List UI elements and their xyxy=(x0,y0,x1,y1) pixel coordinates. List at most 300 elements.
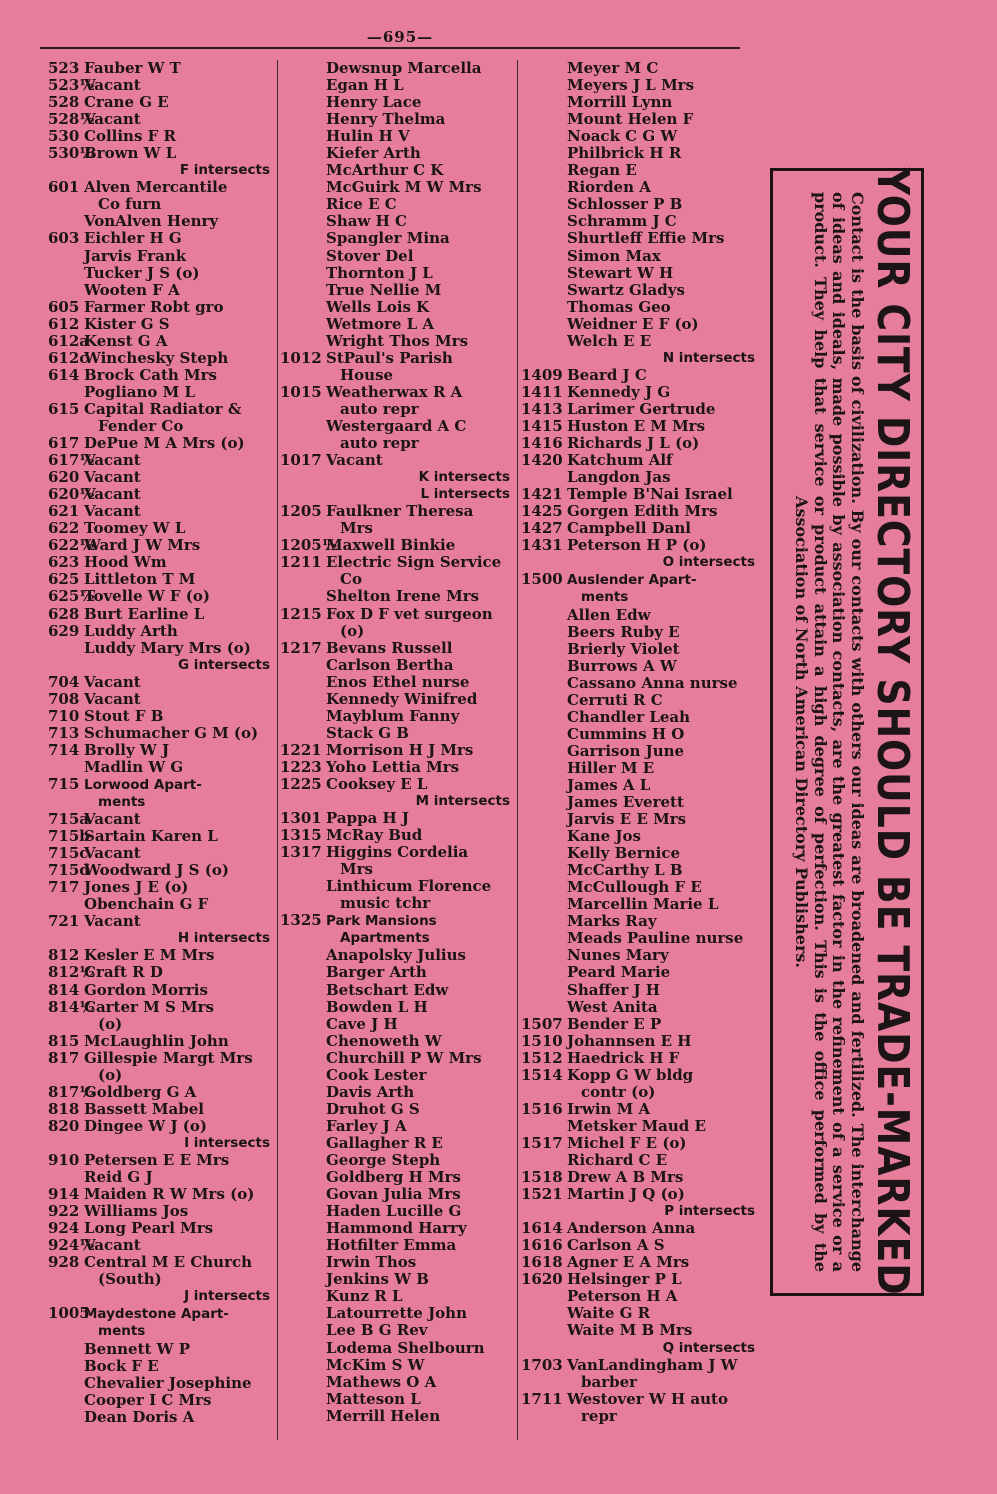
resident-name: Kiefer Arth xyxy=(326,145,421,163)
directory-entry xyxy=(280,1305,516,1322)
entry-text: (South) xyxy=(98,1271,162,1289)
house-number: 1223 xyxy=(280,758,322,776)
directory-entry xyxy=(48,1237,276,1254)
house-number: 605 xyxy=(48,298,80,316)
house-number: 1211 xyxy=(280,554,322,572)
resident-name: James Everett xyxy=(567,794,684,812)
house-number: 1518 xyxy=(521,1169,563,1187)
column-divider xyxy=(277,60,278,1440)
house-number: 1427 xyxy=(521,520,563,538)
directory-entry xyxy=(521,299,761,316)
directory-entry xyxy=(280,1033,516,1050)
directory-entry xyxy=(521,367,761,384)
directory-entry xyxy=(280,537,516,554)
house-number: 914 xyxy=(48,1186,80,1204)
entry-text: Co xyxy=(340,571,362,589)
resident-name: Dewsnup Marcella xyxy=(326,60,482,77)
resident-name: Farmer Robt gro xyxy=(84,298,224,316)
resident-name: Shurtleff Effie Mrs xyxy=(567,230,725,248)
resident-name: Carter M S Mrs xyxy=(84,998,214,1016)
street-intersection-heading: P intersects xyxy=(664,1203,755,1220)
directory-entry xyxy=(521,213,761,230)
house-number: 1015 xyxy=(280,383,322,401)
resident-name: Kennedy J G xyxy=(567,383,671,401)
resident-name: Brock Cath Mrs xyxy=(84,366,218,384)
resident-name: Anderson Anna xyxy=(567,1220,696,1238)
house-number: 1205 xyxy=(280,503,322,521)
house-number: 603 xyxy=(48,230,80,248)
directory-entry xyxy=(280,1050,516,1067)
resident-name: Winchesky Steph xyxy=(84,349,229,367)
directory-entry xyxy=(521,896,761,913)
house-number: 530½ xyxy=(48,145,95,163)
resident-name: Schlosser P B xyxy=(567,196,683,214)
directory-entry xyxy=(48,964,276,981)
directory-entry xyxy=(48,999,276,1016)
resident-name: Helsinger P L xyxy=(567,1271,682,1289)
directory-entry xyxy=(48,1033,276,1050)
resident-name: Hood Wm xyxy=(84,554,167,572)
house-number: 924 xyxy=(48,1220,80,1238)
resident-name: Fox D F vet surgeon xyxy=(326,605,493,623)
house-number: 928 xyxy=(48,1254,80,1272)
directory-entry xyxy=(280,982,516,999)
house-number: 1516 xyxy=(521,1100,563,1118)
resident-name: Kesler E M Mrs xyxy=(84,947,215,965)
directory-column-2 xyxy=(280,60,516,1425)
resident-name: Obenchain G F xyxy=(84,896,209,914)
directory-entry xyxy=(280,1135,516,1152)
resident-name: Regan E xyxy=(567,162,637,180)
resident-name: Kennedy Winifred xyxy=(326,690,478,708)
resident-name: Cave J H xyxy=(326,1015,398,1033)
house-number: 1500 xyxy=(521,571,563,589)
directory-entry xyxy=(521,811,761,828)
resident-name: McArthur C K xyxy=(326,162,444,180)
resident-name: Lodema Shelbourn xyxy=(326,1339,485,1357)
resident-name: Maydestone Apart- xyxy=(84,1306,229,1323)
resident-name: Hammond Harry xyxy=(326,1220,467,1238)
directory-entry xyxy=(280,1084,516,1101)
resident-name: Alven Mercantile xyxy=(84,179,228,197)
resident-name: Faulkner Theresa xyxy=(326,503,474,521)
entry-continuation xyxy=(48,1067,276,1084)
entry-continuation xyxy=(521,1084,761,1101)
directory-entry xyxy=(280,657,516,674)
directory-entry xyxy=(48,913,276,930)
resident-name: Dean Doris A xyxy=(84,1408,195,1426)
directory-entry xyxy=(521,452,761,469)
resident-name: Richard C E xyxy=(567,1152,668,1169)
directory-entry xyxy=(280,1220,516,1237)
directory-entry xyxy=(48,725,276,742)
directory-entry xyxy=(48,588,276,605)
resident-name: Noack C G W xyxy=(567,128,678,146)
directory-entry xyxy=(48,145,276,162)
resident-name: Haden Lucille G xyxy=(326,1203,462,1221)
house-number: 523½ xyxy=(48,77,95,95)
resident-name: Chandler Leah xyxy=(567,708,691,726)
directory-entry xyxy=(280,947,516,964)
resident-name: Henry Thelma xyxy=(326,111,446,129)
house-number: 612a xyxy=(48,332,90,350)
resident-name: Cummins H O xyxy=(567,725,685,743)
resident-name: Thomas Geo xyxy=(567,298,671,316)
house-number: 1205½ xyxy=(280,537,338,555)
resident-name: Peterson H A xyxy=(567,1288,678,1306)
directory-entry xyxy=(280,1271,516,1288)
resident-name: Cooksey E L xyxy=(326,775,428,793)
resident-name: Churchill P W Mrs xyxy=(326,1049,482,1067)
resident-name: Barger Arth xyxy=(326,964,427,982)
directory-entry xyxy=(48,759,276,776)
resident-name: Pogliano M L xyxy=(84,383,195,401)
resident-name: Cooper I C Mrs xyxy=(84,1391,212,1409)
house-number: 1017 xyxy=(280,452,322,470)
resident-name: Sartain Karen L xyxy=(84,828,218,846)
directory-entry xyxy=(48,1084,276,1101)
directory-entry xyxy=(521,248,761,265)
resident-name: Carlson A S xyxy=(567,1237,665,1255)
resident-name: Vacant xyxy=(84,452,141,470)
resident-name: Central M E Church xyxy=(84,1254,253,1272)
house-number: 621 xyxy=(48,503,80,521)
directory-entry xyxy=(521,743,761,760)
house-number: 910 xyxy=(48,1152,80,1169)
directory-entry xyxy=(521,641,761,658)
directory-entry xyxy=(48,1341,276,1358)
resident-name: Hiller M E xyxy=(567,759,655,777)
resident-name: Spangler Mina xyxy=(326,230,450,248)
directory-entry xyxy=(521,77,761,94)
house-number: 715c xyxy=(48,845,89,863)
directory-entry xyxy=(521,828,761,845)
directory-entry xyxy=(280,674,516,691)
directory-entry xyxy=(280,776,516,793)
resident-name: Vacant xyxy=(84,503,141,521)
directory-entry xyxy=(521,658,761,675)
house-number: 1514 xyxy=(521,1066,563,1084)
house-number: 1616 xyxy=(521,1237,563,1255)
directory-entry xyxy=(48,1392,276,1409)
entry-text: contr (o) xyxy=(581,1083,656,1101)
entry-text: Mrs xyxy=(340,861,373,879)
directory-entry xyxy=(48,1220,276,1237)
house-number: 715d xyxy=(48,862,90,880)
house-number: 818 xyxy=(48,1100,80,1118)
directory-entry xyxy=(521,1152,761,1169)
house-number: 1325 xyxy=(280,912,322,930)
directory-entry xyxy=(48,452,276,469)
directory-entry xyxy=(521,1305,761,1322)
entry-text: Apartments xyxy=(340,930,430,947)
directory-entry xyxy=(48,179,276,196)
resident-name: McLaughlin John xyxy=(84,1032,229,1050)
directory-entry xyxy=(48,503,276,520)
resident-name: Maiden R W Mrs (o) xyxy=(84,1186,255,1204)
directory-entry xyxy=(280,1152,516,1169)
directory-entry xyxy=(280,912,516,930)
house-number: 708 xyxy=(48,690,80,708)
entry-text: ments xyxy=(98,794,146,811)
resident-name: Williams Jos xyxy=(84,1203,189,1221)
resident-name: Shaw H C xyxy=(326,213,407,231)
resident-name: Vacant xyxy=(84,913,141,931)
directory-entry xyxy=(521,435,761,452)
resident-name: Reid G J xyxy=(84,1169,153,1187)
resident-name: Henry Lace xyxy=(326,94,422,112)
house-number: 812 xyxy=(48,947,80,965)
resident-name: McKim S W xyxy=(326,1356,425,1374)
directory-entry xyxy=(521,230,761,247)
resident-name: Cook Lester xyxy=(326,1066,427,1084)
resident-name: Stewart W H xyxy=(567,264,674,282)
house-number: 1620 xyxy=(521,1271,563,1289)
directory-entry xyxy=(48,896,276,913)
resident-name: Madlin W G xyxy=(84,758,184,776)
house-number: 628 xyxy=(48,605,80,623)
directory-entry xyxy=(280,999,516,1016)
resident-name: Marks Ray xyxy=(567,913,657,931)
directory-entry xyxy=(521,982,761,999)
directory-entry xyxy=(280,350,516,367)
house-number: 710 xyxy=(48,707,80,725)
directory-entry xyxy=(521,282,761,299)
resident-name: Jarvis Frank xyxy=(84,247,187,265)
entry-continuation xyxy=(280,401,516,418)
directory-entry xyxy=(521,111,761,128)
resident-name: Riorden A xyxy=(567,179,651,197)
resident-name: Toomey W L xyxy=(84,520,186,538)
house-number: 1005 xyxy=(48,1305,90,1323)
directory-entry xyxy=(280,1357,516,1374)
house-number: 1703 xyxy=(521,1356,563,1374)
resident-name: Luddy Arth xyxy=(84,622,178,640)
resident-name: Higgins Cordelia xyxy=(326,844,469,862)
directory-entry xyxy=(280,60,516,77)
directory-entry xyxy=(280,1408,516,1425)
entry-text: Mrs xyxy=(340,520,373,538)
resident-name: Schramm J C xyxy=(567,213,677,231)
directory-entry xyxy=(521,1237,761,1254)
directory-entry xyxy=(48,486,276,503)
directory-entry xyxy=(48,111,276,128)
resident-name: Wetmore L A xyxy=(326,315,435,333)
entry-continuation xyxy=(48,1016,276,1033)
directory-entry xyxy=(521,571,761,589)
house-number: 622½ xyxy=(48,537,95,555)
entry-continuation xyxy=(48,794,276,811)
resident-name: Bender E P xyxy=(567,1015,662,1033)
entry-continuation xyxy=(280,930,516,947)
directory-entry xyxy=(280,333,516,350)
resident-name: Luddy Mary Mrs (o) xyxy=(84,639,251,657)
directory-entry xyxy=(48,1118,276,1135)
resident-name: Langdon Jas xyxy=(567,469,671,487)
resident-name: Matteson L xyxy=(326,1390,421,1408)
resident-name: George Steph xyxy=(326,1152,441,1169)
house-number: 625½ xyxy=(48,588,95,606)
directory-entry xyxy=(521,607,761,624)
directory-entry xyxy=(280,230,516,247)
directory-entry xyxy=(48,776,276,794)
directory-entry xyxy=(48,537,276,554)
resident-name: Mount Helen F xyxy=(567,111,694,129)
resident-name: Garrison June xyxy=(567,742,685,760)
directory-entry xyxy=(48,248,276,265)
resident-name: Gorgen Edith Mrs xyxy=(567,503,718,521)
directory-entry xyxy=(48,94,276,111)
resident-name: Pappa H J xyxy=(326,810,410,828)
directory-entry xyxy=(280,742,516,759)
directory-column-1 xyxy=(48,60,276,1426)
directory-entry xyxy=(280,1203,516,1220)
directory-entry xyxy=(48,213,276,230)
directory-entry xyxy=(280,111,516,128)
directory-entry xyxy=(280,316,516,333)
directory-entry xyxy=(280,248,516,265)
resident-name: Swartz Gladys xyxy=(567,281,685,299)
resident-name: Haedrick H F xyxy=(567,1049,680,1067)
directory-entry xyxy=(280,759,516,776)
directory-entry xyxy=(48,1050,276,1067)
resident-name: Latourrette John xyxy=(326,1305,467,1323)
house-number: 1517 xyxy=(521,1134,563,1152)
house-number: 717 xyxy=(48,879,80,897)
resident-name: Beard J C xyxy=(567,366,647,384)
resident-name: Michel F E (o) xyxy=(567,1134,687,1152)
resident-name: Meyers J L Mrs xyxy=(567,77,695,95)
directory-entry xyxy=(280,827,516,844)
directory-entry xyxy=(48,77,276,94)
resident-name: Goldberg G A xyxy=(84,1083,197,1101)
resident-name: Petersen E E Mrs xyxy=(84,1152,230,1169)
house-number: 814½ xyxy=(48,998,95,1016)
resident-name: Yoho Lettia Mrs xyxy=(326,758,460,776)
directory-entry xyxy=(48,828,276,845)
column-divider xyxy=(517,60,518,1440)
directory-entry xyxy=(48,299,276,316)
resident-name: Kane Jos xyxy=(567,828,641,846)
house-number: 715a xyxy=(48,811,90,829)
resident-name: Brierly Violet xyxy=(567,640,680,658)
house-number: 815 xyxy=(48,1032,80,1050)
directory-entry xyxy=(280,1237,516,1254)
directory-entry xyxy=(48,879,276,896)
directory-entry xyxy=(521,913,761,930)
entry-continuation xyxy=(280,861,516,878)
house-number: 1225 xyxy=(280,775,322,793)
house-number: 1221 xyxy=(280,741,322,759)
resident-name: Morrison H J Mrs xyxy=(326,741,474,759)
directory-entry xyxy=(280,708,516,725)
house-number: 812½ xyxy=(48,964,95,982)
directory-entry xyxy=(521,1357,761,1374)
resident-name: Brolly W J xyxy=(84,741,170,759)
resident-name: Burt Earline L xyxy=(84,605,205,623)
directory-entry xyxy=(521,1169,761,1186)
resident-name: Vacant xyxy=(84,486,141,504)
resident-name: Hulin H V xyxy=(326,128,410,146)
entry-text: (o) xyxy=(98,1066,123,1084)
entry-continuation xyxy=(521,589,761,606)
house-number: 617 xyxy=(48,435,80,453)
directory-entry xyxy=(521,145,761,162)
directory-entry xyxy=(48,862,276,879)
house-number: 612c xyxy=(48,349,89,367)
entry-text: ments xyxy=(98,1323,146,1340)
directory-entry xyxy=(521,794,761,811)
entry-text: House xyxy=(340,366,394,384)
house-number: 523 xyxy=(48,60,80,77)
house-number: 528½ xyxy=(48,111,95,129)
resident-name: Vacant xyxy=(84,111,141,129)
resident-name: Meyer M C xyxy=(567,60,659,77)
house-number: 715b xyxy=(48,828,90,846)
directory-entry xyxy=(48,1409,276,1426)
directory-entry xyxy=(280,1340,516,1357)
resident-name: Beers Ruby E xyxy=(567,623,680,641)
house-number: 714 xyxy=(48,741,80,759)
directory-entry xyxy=(48,606,276,623)
street-intersection-heading: I intersects xyxy=(184,1134,270,1151)
resident-name: Morrill Lynn xyxy=(567,94,673,112)
directory-entry xyxy=(48,128,276,145)
resident-name: Martin J Q (o) xyxy=(567,1186,685,1204)
house-number: 617½ xyxy=(48,452,95,470)
directory-entry xyxy=(280,1186,516,1203)
directory-entry xyxy=(280,1169,516,1186)
house-number: 1215 xyxy=(280,605,322,623)
house-number: 1413 xyxy=(521,400,563,418)
house-number: 629 xyxy=(48,622,80,640)
resident-name: Jones J E (o) xyxy=(84,879,189,897)
directory-entry xyxy=(521,1067,761,1084)
directory-entry xyxy=(521,128,761,145)
resident-name: Philbrick H R xyxy=(567,145,682,163)
house-number: 817½ xyxy=(48,1083,95,1101)
house-number: 1614 xyxy=(521,1220,563,1238)
directory-entry xyxy=(48,947,276,964)
directory-entry xyxy=(521,1101,761,1118)
directory-entry xyxy=(280,1374,516,1391)
resident-name: Schumacher G M (o) xyxy=(84,724,259,742)
resident-name: Druhot G S xyxy=(326,1100,420,1118)
directory-entry xyxy=(521,1016,761,1033)
house-number: 612 xyxy=(48,315,80,333)
directory-entry xyxy=(521,333,761,350)
directory-entry xyxy=(280,1016,516,1033)
resident-name: StPaul's Parish xyxy=(326,349,453,367)
house-number: 820 xyxy=(48,1117,80,1135)
directory-entry xyxy=(280,196,516,213)
house-number: 1411 xyxy=(521,383,563,401)
resident-name: Campbell Danl xyxy=(567,520,691,538)
resident-name: Cassano Anna nurse xyxy=(567,674,738,692)
directory-entry xyxy=(521,879,761,896)
house-number: 620½ xyxy=(48,486,95,504)
directory-entry xyxy=(48,1152,276,1169)
house-number: 625 xyxy=(48,571,80,589)
resident-name: Vacant xyxy=(84,811,141,829)
resident-name: McRay Bud xyxy=(326,827,423,845)
resident-name: Kister G S xyxy=(84,315,170,333)
resident-name: Merrill Helen xyxy=(326,1407,441,1425)
directory-entry xyxy=(521,179,761,196)
directory-entry xyxy=(521,624,761,641)
directory-entry xyxy=(521,930,761,947)
directory-entry xyxy=(521,777,761,794)
